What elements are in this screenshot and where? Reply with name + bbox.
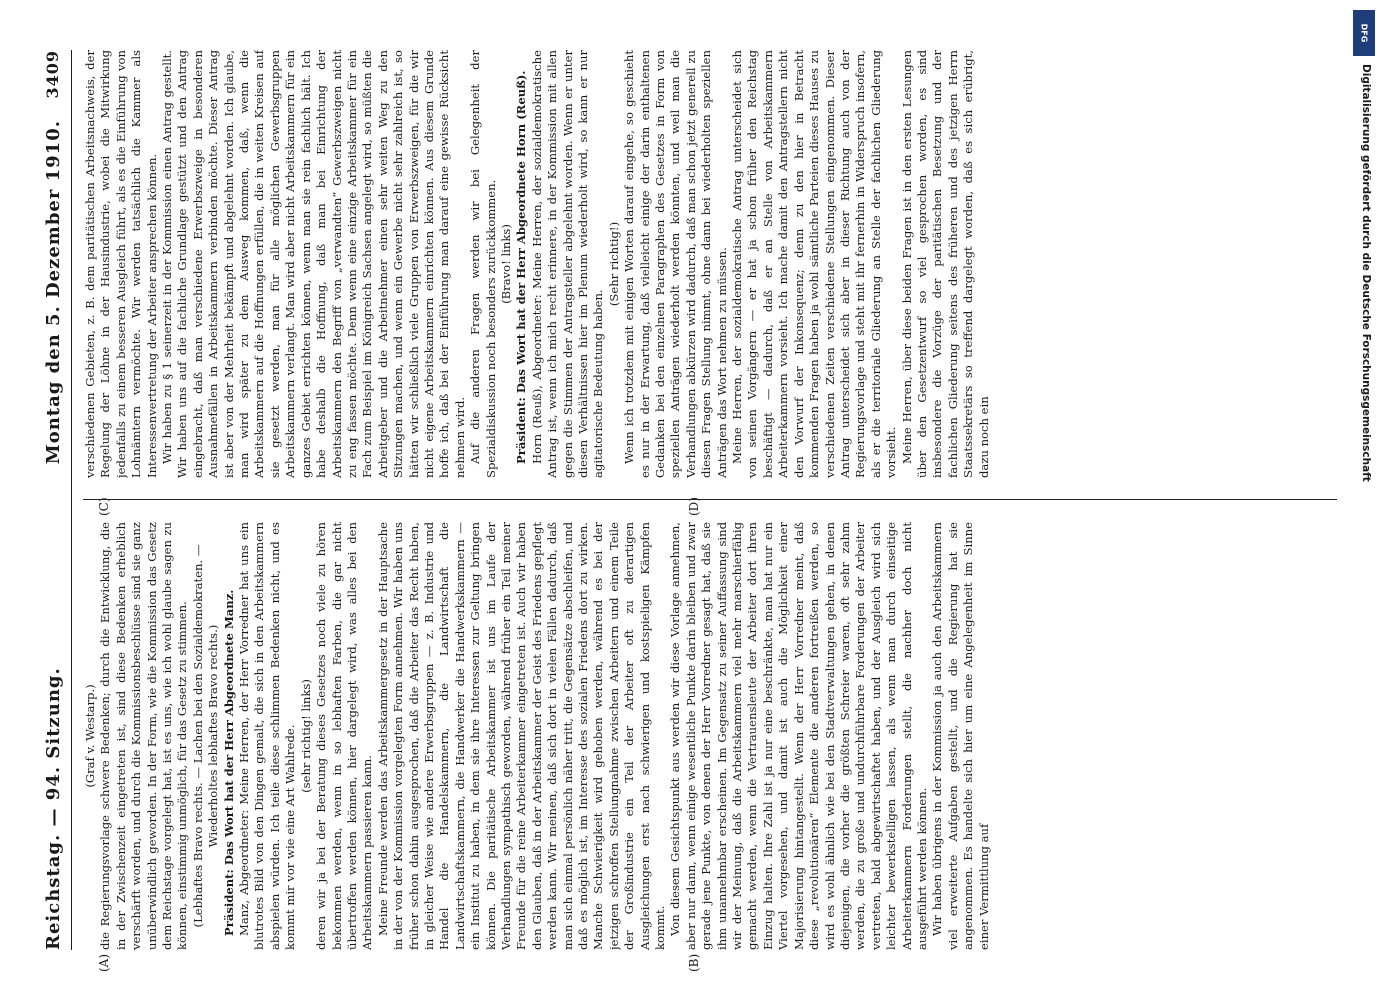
paragraph: Präsident: Das Wort hat der Herr Abgeordnete Manz. xyxy=(221,589,236,936)
paragraph: verschiedenen Gebieten, z. B. dem paritätischen Arbeitsnachweis, der Regelung der Löhne in der Hausindustrie, wobei die Mitwirkung jedenfalls zu einem besseren Ausgleich führt, als es die Einführung von Lohnämtern vermöchte. Wir werden tatsächlich die Kammer als Interessenvertretung der Arbeiter ansprechen können. xyxy=(82,50,159,478)
digitization-sidenote xyxy=(1347,10,1377,980)
paragraph: (Sehr richtig!) xyxy=(606,221,621,307)
header-session: Reichstag. — 94. Sitzung. xyxy=(42,667,64,950)
paragraph: Wir haben zu § 1 seinerzeit in der Kommission einen Antrag gestellt. Wir haben uns auf die fachliche Grundlage gestützt und den Antrag eingebracht, daß man verschiedene Erwerbszweige in besonderen Ausnahmefällen in Arbeitskammern verbinden möchte. Dieser Antrag ist aber von der Mehrheit bekämpft und abgelehnt worden. Ich glaube, man wird später zu dem Ausweg kommen, daß, wenn die Arbeitskammern auf die Hoffnungen erfüllen, die in weiten Kreisen auf sie gesetzt werden, man für alle möglichen Gewerbsgruppen Arbeitskammern verlangt. Man wird aber nicht Arbeitskammern für ein ganzes Gebiet errichten können, wenn man sie rein fachlich hält. Ich habe deshalb die Hoffnung, daß man bei Einrichtung der Arbeitskammern den Begriff von „verwandten“ Gewerbszweigen nicht zu eng fassen möchte. Denn wenn eine einzige Arbeitskammer für ein Fach zum Beispiel im Königreich Sachsen angelegt wird, so müßten die Arbeitgeber und die Arbeitnehmer einen sehr weiten Weg zu den Sitzungen machen, und wenn ein Gewerbe nicht sehr zahlreich ist, so hätten wir schließlich viele Gruppen von Erwerbszweigen, für die wir nicht eigene Arbeitskammern einrichten können. Aus diesem Grunde hoffe ich, daß bei der Einführung man darauf eine gewisse Rücksicht nehmen wird. xyxy=(159,50,467,478)
paragraph: Präsident: Das Wort hat der Herr Abgeordnete Horn (Reuß). xyxy=(513,70,528,464)
paragraph: deren wir ja bei der Beratung dieses Gesetzes noch viele zu hören bekommen werden, wenn in so lebhaften Farben, die gar nicht übertroffen werden können, hier dargelegt wird, was alles bei den Arbeitskammern passieren kann. xyxy=(313,522,374,950)
paragraph: Wir haben übrigens in der Kommission ja auch den Arbeitskammern viel erweiterte Aufgaben gestellt, und die Regierung hat sie angenommen. Es handelte sich hier um eine Angelegenheit im Sinne einer Vermittlung auf xyxy=(929,522,991,950)
column-divider xyxy=(83,499,1337,500)
margin-marker-d: (D) xyxy=(686,497,701,516)
margin-marker-c: (C) xyxy=(96,497,111,516)
paragraph: Von diesem Gesichtspunkt aus werden wir diese Vorlage annehmen, aber nur dann, wenn einige wesentliche Punkte darin bleiben und zwar gerade jene Punkte, von denen der Herr Vorredner gesagt hat, daß sie ihm unannehmbar erscheinen. Im Gegensatz zu seiner Auffassung sind wir der Meinung, daß die Arbeitskammern viel mehr marschierfähig gemacht werden, wenn die Vertrauensleute der Arbeiter dort ihren Einzug halten. Ihre Zahl ist ja nur eine beschränkte, man hat nur ein Viertel vorgesehen, und damit ist auch die Möglichkeit einer Majorisierung hintangestellt. Wenn der Herr Vorredner meint, daß diese „revolutionären“ Elemente die anderen fortreißen werden, so wird es wohl ähnlich wie bei den Stadtverwaltungen gehen, in denen diejenigen, die vorher die größten Schreier waren, oft sehr zahm werden, die zu große und undurchführbare Forderungen der Arbeiter vertreten, bald abgewirtschaftet haben, und der Ausgleich wird sich leichter bewerkstelligen lassen, als wenn man durch einseitige Arbeiterkammern Forderungen stellt, die nachher doch nicht ausgeführt werden können. xyxy=(667,522,929,950)
paragraph: die Regierungsvorlage schwere Bedenken; durch die Entwicklung, die in der Zwischenzeit eingetreten ist, sind diese Bedenken erheblich verschärft worden, und durch die Kommissionsbeschlüsse sind sie ganz unüberwindlich geworden. In der Form, wie die Kommission das Gesetz dem Reichstage vorgelegt hat, ist es uns, wie ich wohl glaube sagen zu können, einstimmig unmöglich, für das Gesetz zu stimmen. xyxy=(97,522,189,950)
paragraph: (sehr richtig! links) xyxy=(298,679,313,793)
header-date: Montag den 5. Dezember 1910. xyxy=(42,120,64,465)
dfg-logo: DFG xyxy=(1353,10,1375,56)
margin-marker-b: (B) xyxy=(686,953,701,972)
paragraph: Manz, Abgeordneter: Meine Herren, der Herr Vorredner hat uns ein blutrotes Bild von den Dingen gemalt, die sich in den Arbeitskammern abspielen würden. Ich teile diese schlimmen Bedenken nicht, und es kommt mir vor wie eine Art Wahlrede. xyxy=(236,522,297,950)
digitization-credit: Digitalisierung gefördert durch die Deutsche Forschungsgemeinschaft xyxy=(1360,64,1372,482)
margin-marker-a: (A) xyxy=(96,953,111,972)
paragraph: (Graf v. Westarp.) xyxy=(82,684,97,788)
paragraph: Wenn ich trotzdem mit einigen Worten darauf eingehe, so geschieht es nur in der Erwartung, daß vielleicht einige der darin enthaltenen Gedanken bei den einzelnen Paragraphen des Gesetzes in Form von speziellen Anträgen wiederholt werden könnten, und weil man die Verhandlungen abkürzen wird dadurch, daß man schon jetzt generell zu diesen Fragen Stellung nimmt, ohne dann bei wiederholten speziellen Anträgen das Wort nehmen zu müssen. xyxy=(621,50,729,478)
paragraph: (Bravo! links) xyxy=(498,224,513,304)
right-text-column xyxy=(83,50,1337,478)
paragraph: Auf die anderen Fragen werden wir bei Gelegenheit der Spezialdiskussion noch besonders zurückkommen. xyxy=(467,50,498,478)
page-header xyxy=(41,50,72,950)
paragraph: Meine Herren, der sozialdemokratische Antrag unterscheidet sich von seinen Vorgängern — er hat ja schon früher den Reichstag beschäftigt — dadurch, daß er an Stelle von Arbeitskammern Arbeiterkammern vorsieht. Ich mache damit den Antragstellern nicht den Vorwurf der Inkonsequenz; denn zu den hier in Betracht kommenden Fragen haben ja wohl sämtliche Parteien dieses Hauses zu verschiedenen Zeiten verschiedene Stellungen eingenommen. Dieser Antrag unterscheidet sich aber in dieser Richtung auch von der Regierungsvorlage und steht mit ihr fernerhin in Widerspruch insofern, als er die territoriale Gliederung an Stelle der fachlichen Gliederung vorsieht. xyxy=(729,50,898,478)
left-text-column xyxy=(83,522,1337,950)
paragraph: Meine Freunde werden das Arbeitskammergesetz in der Hauptsache in der von der Kommission vorgelegten Form annehmen. Wir haben uns früher schon dahin ausgesprochen, daß die Arbeiter das Recht haben, in gleicher Weise wie andere Erwerbsgruppen — z. B. Industrie und Handel die Handelskammern, die Landwirtschaft die Landwirtschaftskammern, die Handwerker die Handwerkskammern — ein Institut zu haben, in dem sie ihre Interessen zur Geltung bringen können. Die paritätische Arbeitskammer ist uns im Laufe der Verhandlungen sympathisch geworden, während früher ein Teil meiner Freunde für die reine Arbeiterkammer eingetreten ist. Auch wir haben den Glauben, daß in der Arbeitskammer der Geist des Friedens gepflegt werden kann. Wir meinen, daß sich dort in vielen Fällen dadurch, daß man sich einmal persönlich näher tritt, die Gegensätze abschleifen, und daß es möglich ist, im Interesse des sozialen Friedens dort zu wirken. Manche Schwierigkeit wird gehoben werden, während es bei der jetzigen schroffen Stellungnahme zwischen Arbeitern und einem Teile der Großindustrie ein Teil der Arbeiter oft zu derartigen Ausgleichungen erst nach schwierigen und kostspieligen Kämpfen kommt. xyxy=(375,522,667,950)
header-page-number: 3409 xyxy=(42,50,62,99)
paragraph: Horn (Reuß), Abgeordneter: Meine Herren, der sozialdemokratische Antrag ist, wenn ich mich recht erinnere, in der Kommission mit allen gegen die Stimmen der Antragsteller abgelehnt worden. Wenn er unter diesen Verhältnissen hier im Plenum wiederholt wird, so kann er nur agitatorische Bedeutung haben. xyxy=(529,50,605,478)
paragraph: (Lebhaftes Bravo rechts. — Lachen bei den Sozialdemokraten. — Wiederholtes lebhaftes Bravo rechts.) xyxy=(190,544,220,928)
paragraph: Meine Herren, über diese beiden Fragen ist in den ersten Lesungen über den Gesetzentwurf so viel gesprochen worden, es sind insbesondere die Vorzüge der paritätischen Besetzung und der fachlichen Gliederung seitens des früheren und des jetzigen Herrn Staatssekretärs so treffend dargelegt worden, daß es sich erübrigt, dazu noch ein xyxy=(899,50,991,478)
rotated-document-page xyxy=(27,20,1357,980)
